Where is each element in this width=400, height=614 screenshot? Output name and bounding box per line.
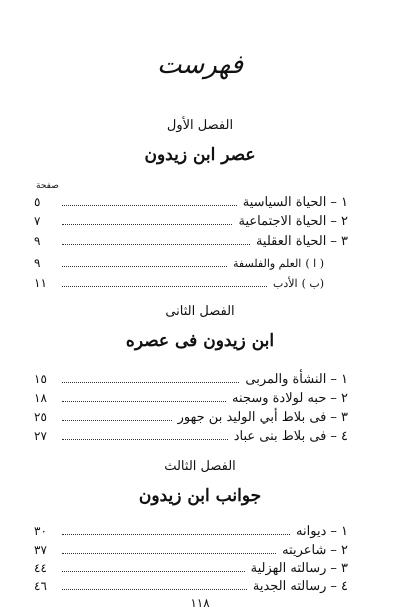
page-title: فهرست [156, 50, 244, 80]
entry-number: ١ – [330, 523, 348, 539]
dot-leader [62, 534, 290, 535]
dot-leader [62, 553, 276, 554]
dot-leader [62, 571, 245, 572]
entry-number: ١ – [330, 194, 348, 210]
entry-number: ٣ – [330, 560, 348, 576]
chapter-3-label: الفصل الثالث [164, 459, 236, 474]
toc-entry [34, 541, 348, 559]
toc-entry [34, 559, 348, 577]
dot-leader [62, 244, 250, 245]
page-column-label: صفحة [36, 181, 59, 191]
entry-page: ٣٧ [34, 543, 47, 557]
toc-entry [34, 389, 348, 407]
toc-entry [34, 212, 348, 230]
toc-subentry [34, 254, 324, 272]
entry-text: فى بلاط أبي الوليد بن جهور [177, 409, 327, 425]
dot-leader [62, 205, 237, 206]
entry-number: ٢ – [330, 213, 348, 229]
entry-text: الحياة السياسية [242, 194, 327, 210]
entry-page: ١٥ [34, 372, 47, 386]
dot-leader [62, 401, 226, 402]
entry-text: الأدب [272, 276, 298, 290]
entry-text: النشأة والمربى [245, 371, 327, 387]
entry-number: ١ – [330, 371, 348, 387]
entry-number: ٤ – [330, 428, 348, 444]
entry-number: ٤ – [330, 578, 348, 594]
dot-leader [62, 439, 228, 440]
dot-leader [62, 286, 267, 287]
entry-text: فى بلاط بنى عباد [233, 428, 327, 444]
entry-text: الحياة العقلية [255, 233, 327, 249]
entry-page: ١١ [34, 276, 47, 290]
toc-entry [34, 370, 348, 388]
entry-number: ٢ – [330, 542, 348, 558]
dot-leader [62, 420, 172, 421]
entry-number: ٢ – [330, 390, 348, 406]
entry-text: رسالته الجدية [252, 578, 327, 594]
entry-page: ٢٥ [34, 410, 47, 424]
toc-entry [34, 193, 348, 211]
toc-entry [34, 427, 348, 445]
chapter-1-title: عصر ابن زيدون [144, 145, 256, 165]
entry-text: العلم والفلسفة [232, 256, 302, 270]
entry-text: ديوانه [296, 523, 327, 539]
toc-entry [34, 408, 348, 426]
entry-number: ٣ – [330, 409, 348, 425]
entry-page: ٥ [34, 195, 41, 209]
entry-text: شاعريته [282, 542, 327, 558]
dot-leader [62, 224, 232, 225]
dot-leader [62, 589, 247, 590]
entry-number: ( ا ) [305, 256, 324, 270]
chapter-2-title: ابن زيدون فى عصره [125, 331, 275, 351]
entry-page: ٢٧ [34, 429, 47, 443]
entry-number: ٣ – [330, 233, 348, 249]
entry-page: ٧ [34, 214, 41, 228]
toc-entry [34, 232, 348, 250]
chapter-3-title: جوانب ابن زيدون [138, 486, 262, 506]
toc-subentry [34, 274, 324, 292]
entry-text: الحياة الاجتماعية [238, 213, 327, 229]
entry-text: رسالته الهزلية [250, 560, 327, 576]
entry-number: (ب ) [301, 276, 324, 290]
entry-text: حبه لولادة وسجنه [232, 390, 327, 406]
dot-leader [62, 382, 239, 383]
chapter-1-label: الفصل الأول [166, 118, 234, 133]
entry-page: ١٨ [34, 391, 47, 405]
chapter-2-label: الفصل الثانى [165, 304, 235, 319]
entry-page: ٣٠ [34, 524, 47, 538]
toc-entry [34, 577, 348, 595]
page-number: ١١٨ [190, 596, 210, 610]
toc-entry [34, 522, 348, 540]
entry-page: ٩ [34, 256, 41, 270]
entry-page: ٤٦ [34, 579, 47, 593]
dot-leader [62, 266, 227, 267]
entry-page: ٩ [34, 234, 41, 248]
entry-page: ٤٤ [34, 561, 47, 575]
